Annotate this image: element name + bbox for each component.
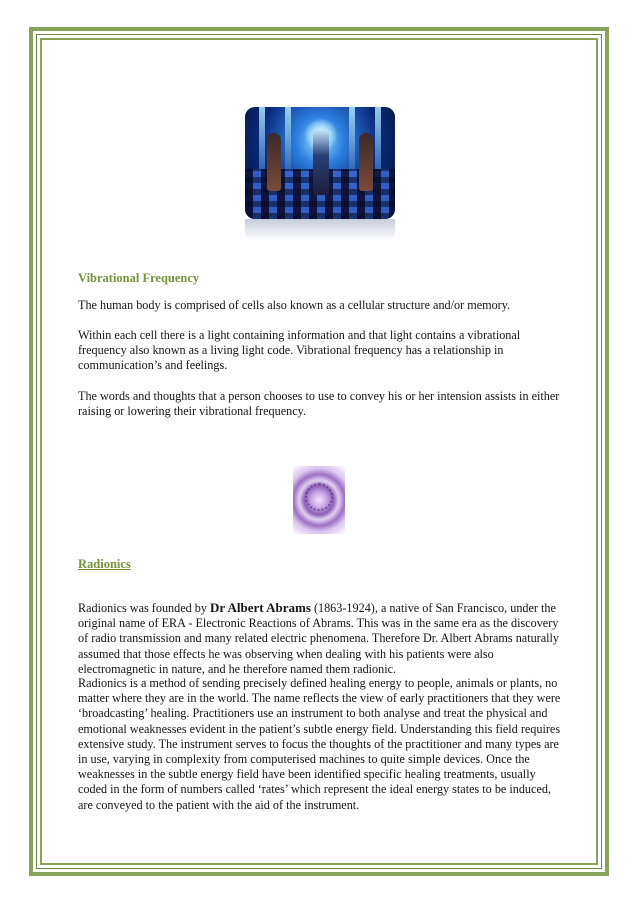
center-figure xyxy=(313,129,329,195)
paragraph-radionics-body: Radionics is a method of sending precisely defined healing energy to people, animals or plants, no matter where they are in the world. The name reflects the view of early practitioners that they were ‘broadcasting’ healing. Practitioners use an instrument to both analyse and treat the physical and emotional weaknesses evident in the patient’s subtle energy field. Understanding this field requires extensive study. The instrument serves to focus the thoughts of the practitioner and many types are in use, varying in complexity from computerised machines to quite simple devices. Once the weaknesses in the subtle energy field have been identified specific healing treatments, usually coded in the form of numbers called ‘rates’ which represent the ideal energy states to be induced, are conveyed to the patient with the aid of the instrument. xyxy=(78,676,561,812)
section-heading-vibrational-frequency: Vibrational Frequency xyxy=(78,271,200,285)
mandala-pattern xyxy=(305,483,333,511)
paragraph-radionics-intro xyxy=(78,600,564,677)
vibrational-figures-image xyxy=(245,107,395,219)
image-reflection xyxy=(245,219,395,241)
right-figure xyxy=(359,133,373,191)
section-heading-radionics: Radionics xyxy=(78,557,131,571)
left-figure xyxy=(267,133,281,191)
text-run: Radionics was founded by xyxy=(78,601,211,615)
paragraph: The human body is comprised of cells also known as a cellular structure and/or memory. xyxy=(78,298,511,312)
founder-name: Dr Albert Abrams xyxy=(210,600,311,615)
paragraph: The words and thoughts that a person chooses to use to convey his or her intension assists in either raising or lowering their vibrational frequency. xyxy=(78,389,560,419)
text-run: (1863-1924), a native of San Francisco, under the original name of ERA - Electronic Reactions of Abrams. This was in the same era as the discovery of radio transmission and many related electric phenomena. Therefore Dr. Albert Abrams naturally assumed that those effects he was observing when dealing with his patients were also electromagnetic in nature, and he therefore named them radionic. xyxy=(78,601,560,676)
paragraph: Within each cell there is a light containing information and that light contains a vibrational frequency also known as a living light code. Vibrational frequency has a relationship in communication’s and feelings. xyxy=(78,328,521,373)
